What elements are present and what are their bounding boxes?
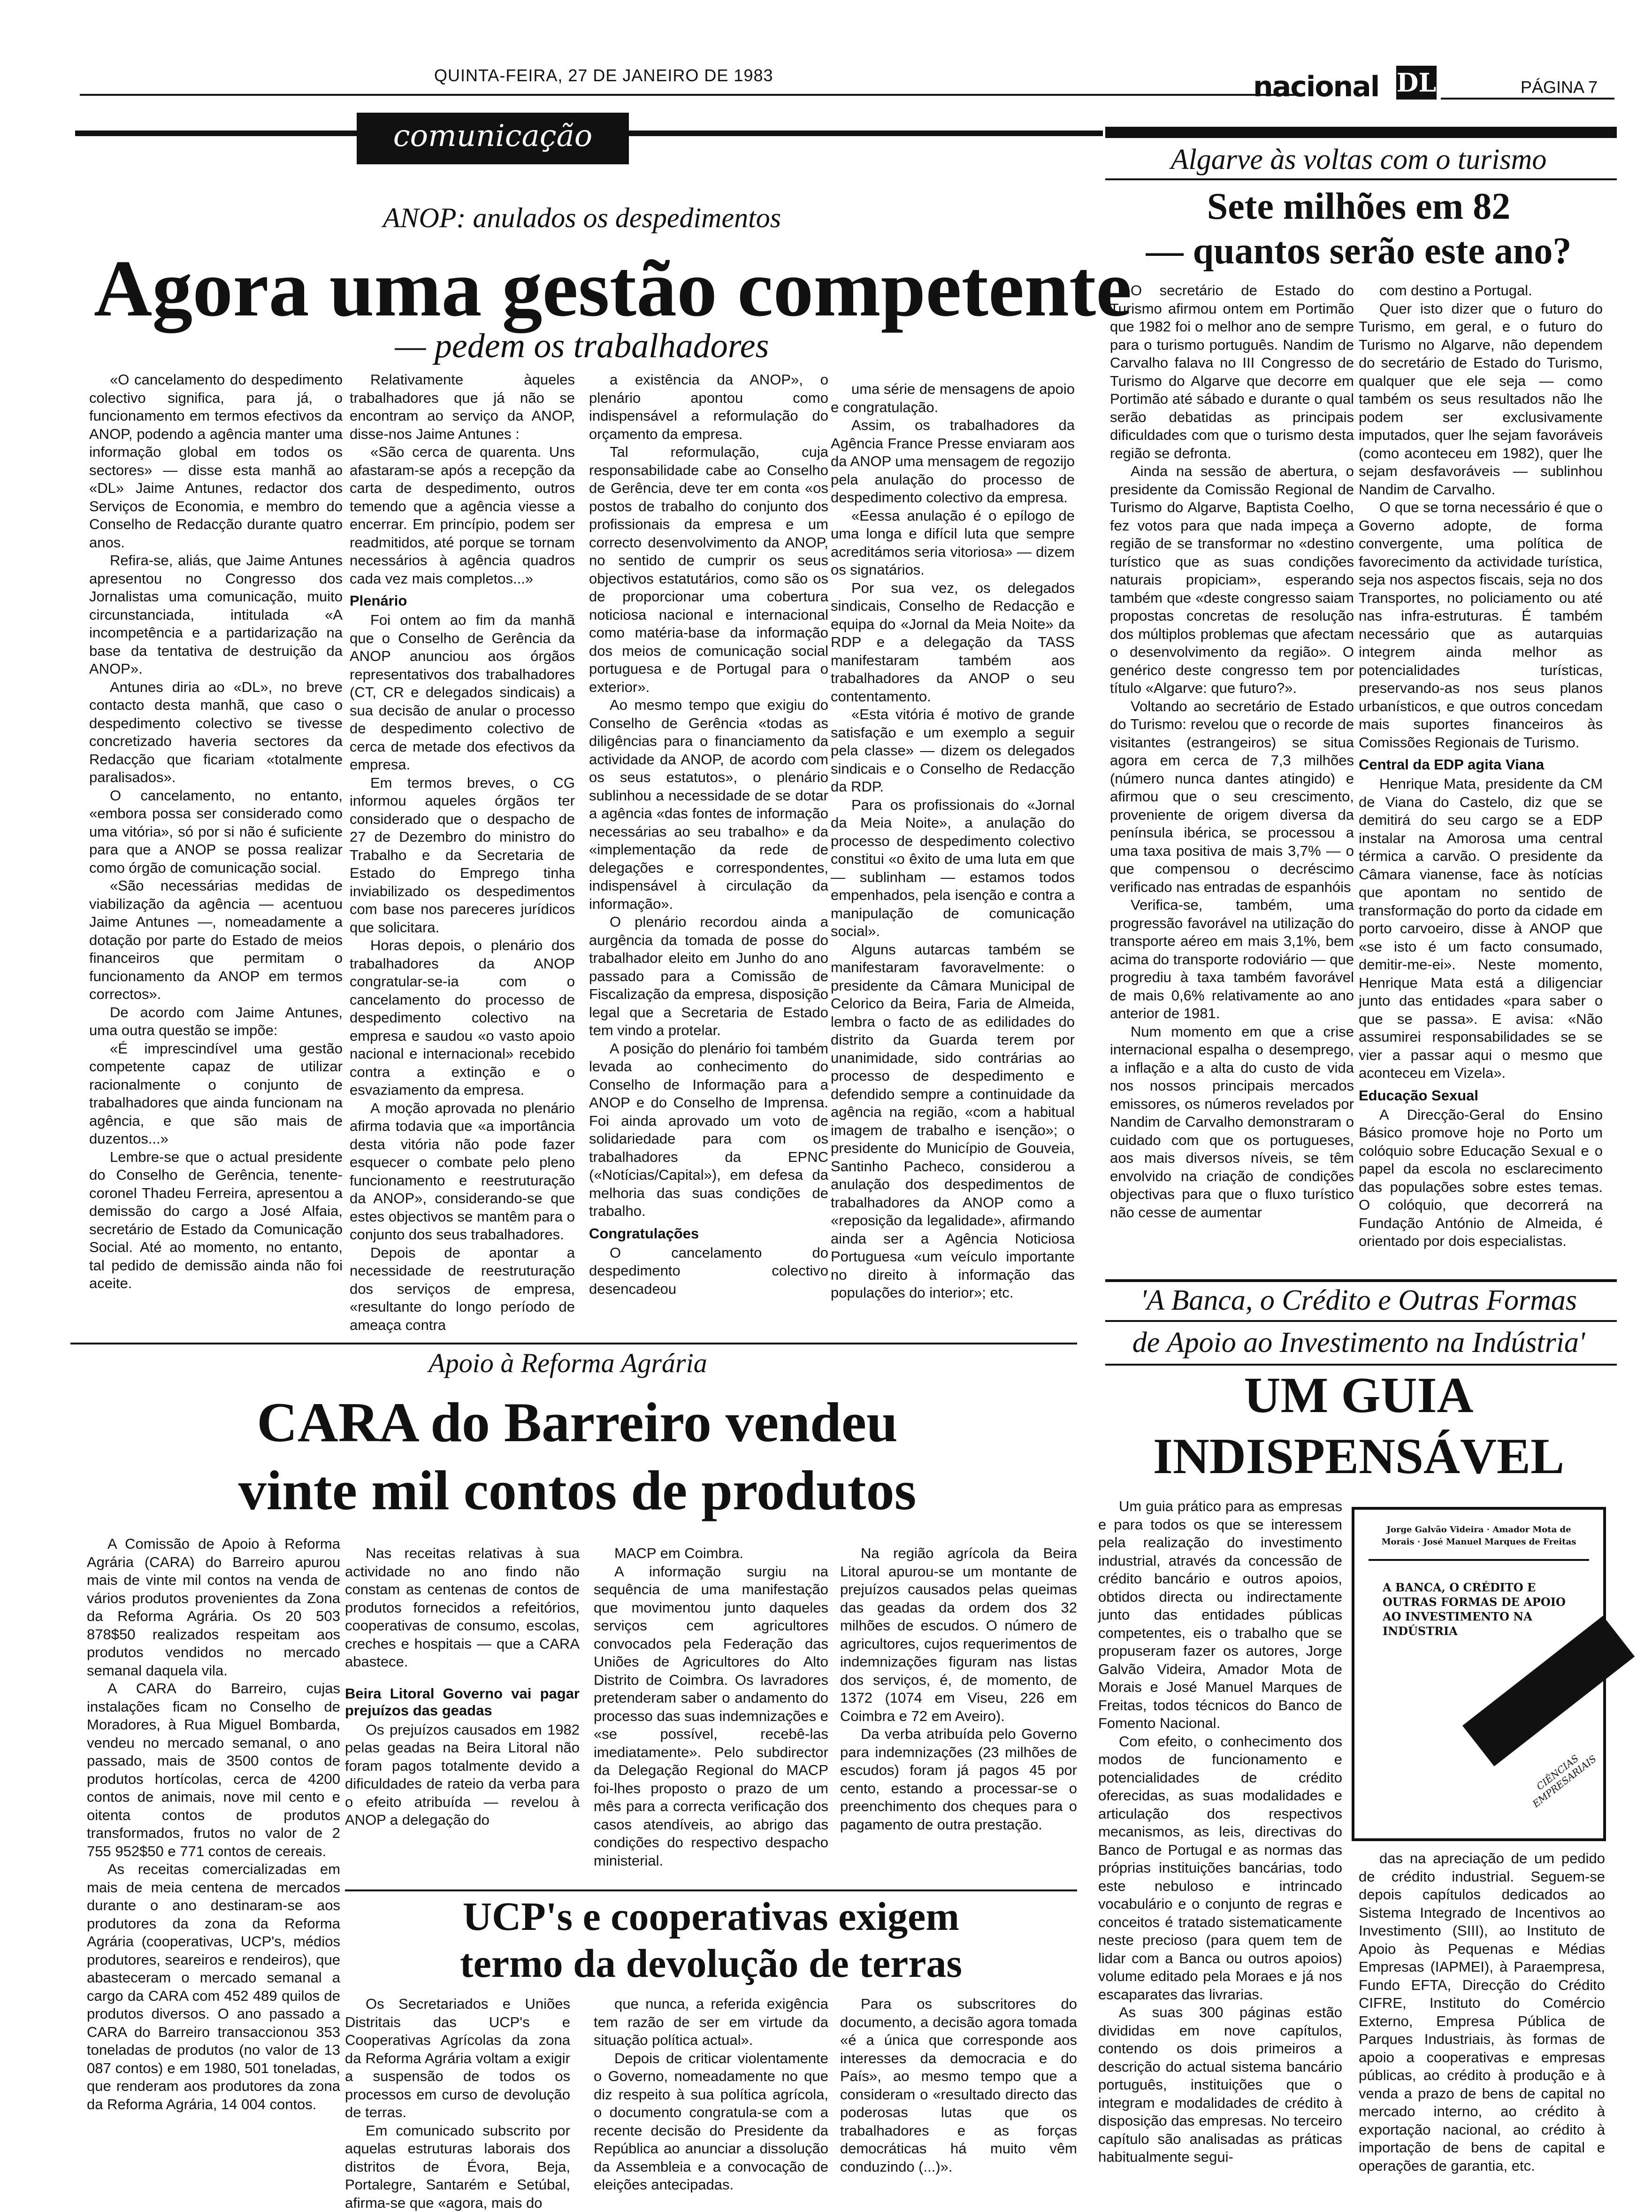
banca-kicker-rule-2 bbox=[1105, 1364, 1617, 1366]
algarve-column-1 bbox=[1110, 282, 1354, 1291]
paragraph: Os Secretariados e Uniões Distritais das UCP's e Cooperativas Agrícolas da zona da Reforma Agrária voltam a exigir a suspensão de todos os processos em curso de devolução de terras. bbox=[345, 1995, 570, 2122]
subhead-beira-litoral: Beira Litoral Governo vai pagar prejuízos das geadas bbox=[345, 1685, 580, 1719]
paragraph: A CARA do Barreiro, cujas instalações ficam no Conselho de Moradores, à Rua Miguel Bombarda, vendeu no mercado semanal, o ano passado, mais de 3500 contos de produtos hortícolas, cerca de 4200 contos de animais, nove mil cento e oitenta contos de produtos transformados, frutos no valor de 2 755 952$50 e 771 contos de cereais. bbox=[87, 1680, 340, 1860]
paragraph: O cancelamento do despedimento colectivo desencadeou bbox=[589, 1244, 828, 1298]
paragraph: Relativamente àqueles trabalhadores que já não se encontram ao serviço da ANOP, disse-nos Jaime Antunes : bbox=[350, 371, 575, 443]
paragraph: «Esta vitória é motivo de grande satisfação e um exemplo a seguir pela classe» — dizem os delegados sindicais e o Conselho de Redacção da RDP. bbox=[831, 706, 1075, 796]
banca-title-2: INDISPENSÁVEL bbox=[1098, 1427, 1619, 1486]
paragraph: Da verba atribuída pelo Governo para indemnizações (23 milhões de escudos) foram já pagos 45 por cento, estando a processar-se o preenchimento dos cheques para o pagamento de outra prestação. bbox=[840, 1725, 1077, 1834]
ucp-column-1 bbox=[345, 1995, 570, 2202]
banca-column-2 bbox=[1359, 1850, 1605, 2202]
paragraph: Alguns autarcas também se manifestaram favoravelmente: o presidente da Câmara Municipal de Celorico da Beira, Faria de Almeida, lembra o facto de as edilidades do distrito da Guarda terem por unanimidade, sido contrárias ao processo de despedimento e defendido sempre a continuidade da agência na região, «com a habitual imagem de trabalho e isenção»; o presidente do Município de Gouveia, Santinho Pacheco, considerou a anulação dos despedimentos de trabalhadores da ANOP como a «reposição da legalidade», afirmando ainda ser a Agência Noticiosa Portuguesa «um veículo importante no direito à informação das populações do interior»; etc. bbox=[831, 941, 1075, 1302]
paragraph: A posição do plenário foi também levada ao conhecimento do Conselho de Informação para a ANOP e do Conselho de Imprensa. Foi ainda aprovado um voto de solidariedade para com os trabalhadores da EPNC («Notícias/Capital»), em defesa da melhoria das suas condições de trabalho. bbox=[589, 1040, 828, 1221]
section-rule-left bbox=[75, 131, 357, 136]
paragraph: das na apreciação de um pedido de crédito industrial. Seguem-se depois capítulos dedicados ao Sistema Integrado de Incentivos ao Investimento (SIII), ao Instituto de Apoio às Pequenas e Médias Empresas (IAPMEI), à Paraempresa, Fundo EFTA, Direcção do Crédito CIFRE, Instituto do Comércio Externo, Empresa Pública de Parques Industriais, às formas de apoio a cooperativas e empresas públicas, ao crédito à produção e à venda a prazo de bens de capital no mercado interno, ao crédito à exportação nacional, ao crédito à importação de bens de capital e operações de garantia, etc. bbox=[1359, 1850, 1605, 2175]
paragraph: uma série de mensagens de apoio e congratulação. bbox=[831, 380, 1075, 416]
paragraph: O que se torna necessário é que o Governo adopte, de forma convergente, uma política de favorecimento da actividade turística, seja nos aspectos fiscais, seja no dos Transportes, no policiamento ou até nas infra-estruturas. É também necessário que as autarquias integrem ainda melhor as potencialidades turísticas, preservando-as nos seus planos urbanísticos, e que outros concedam mais suportes financeiros às Comissões Regionais de Turismo. bbox=[1359, 499, 1603, 752]
paragraph: Para os profissionais do «Jornal da Meia Noite», a anulação do processo de despedimento colectivo constitui «o êxito de uma luta em que — sublinham — estamos todos empenhados, pela isenção e contra a manipulação de comunicação social». bbox=[831, 796, 1075, 941]
cara-top-rule bbox=[70, 1343, 1077, 1344]
paragraph: Antunes diria ao «DL», no breve contacto desta manhã, que caso o despedimento colectivo se tivesse concretizado haveria sectores da Redacção que ficariam «totalmente paralisados». bbox=[89, 678, 343, 787]
subhead-edp: Central da EDP agita Viana bbox=[1359, 756, 1603, 773]
book-corner-band bbox=[1462, 1616, 1635, 1767]
paragraph: com destino a Portugal. bbox=[1359, 282, 1603, 300]
paragraph: «Eessa anulação é o epílogo de uma longa e difícil luta que sempre acreditámos seria vitoriosa» — dizem os signatários. bbox=[831, 507, 1075, 579]
banca-column-1 bbox=[1098, 1498, 1342, 2202]
subhead-educacao: Educação Sexual bbox=[1359, 1087, 1603, 1104]
ucp-title-2: termo da devolução de terras bbox=[345, 1939, 1077, 1988]
section-rule-right bbox=[629, 131, 1103, 136]
masthead-rule bbox=[80, 94, 1295, 96]
section-banner: comunicação social bbox=[357, 113, 629, 164]
paragraph: As receitas comercializadas em mais de meia centena de mercados durante o ano destinaram-se aos produtores da zona da Reforma Agrária (cooperativas, UCP's, médios produtores, seareiros e rendeiros), que abasteceram o mercado semanal a cargo da CARA com 452 489 quilos de produtos diversos. O ano passado a CARA do Barreiro transaccionou 353 toneladas de produtos (no valor de 13 087 contos) e em 1980, 501 toneladas, que renderam aos produtores da zona da Reforma Agrária, 14 004 contos. bbox=[87, 1860, 340, 2113]
paragraph: «É imprescindível uma gestão competente capaz de utilizar racionalmente o conjunto de trabalhadores que ainda funcionam na agência, e que são mais de duzentos...» bbox=[89, 1040, 343, 1148]
paragraph: que nunca, a referida exigência tem razão de ser em virtude da situação política actual». bbox=[594, 1995, 828, 2050]
ucp-column-3 bbox=[840, 1995, 1077, 2202]
paragraph: Verifica-se, também, uma progressão favorável na utilização do transporte aéreo em mais 3,1%, bem acima do transporte rodoviário — que progrediu à taxa também favorável de mais 0,6% relativamente ao ano anterior de 1981. bbox=[1110, 896, 1354, 1023]
masthead-date: QUINTA-FEIRA, 27 DE JANEIRO DE 1983 bbox=[434, 66, 773, 85]
ucp-title-1: UCP's e cooperativas exigem bbox=[345, 1892, 1077, 1941]
paragraph: O plenário recordou ainda a aurgência da tomada de posse do trabalhador eleito em Junho do ano passado para a Comissão de Fiscalização da empresa, disposição legal que a Secretaria de Estado tem vindo a protelar. bbox=[589, 913, 828, 1040]
cara-column-2 bbox=[345, 1544, 580, 1882]
algarve-banner: Algarve às voltas com o turismo bbox=[1098, 143, 1619, 177]
paragraph: Voltando ao secretário de Estado do Turismo: revelou que o recorde de visitantes (estrangeiros) se situa agora em cerca de 7,3 milhões (número nunca dantes atingido) e afirmou que o seu crescimento, proveniente de origem diversa da península ibérica, se processou a uma taxa positiva de mais 3,7% — o que compensou o decréscimo verificado nas entradas de espanhóis bbox=[1110, 698, 1354, 897]
paragraph: O cancelamento, no entanto, «embora possa ser considerado como uma vitória», só por si não é suficiente para que a ANOP se possa realizar como órgão de comunicação social. bbox=[89, 787, 343, 877]
paragraph: A Comissão de Apoio à Reforma Agrária (CARA) do Barreiro apurou mais de vinte mil contos na venda de vários produtos provenientes da Zona da Reforma Agrária. Os 20 503 878$50 realizados respeitam aos produtos vendidos no mercado semanal daquela vila. bbox=[87, 1535, 340, 1680]
page-number: PÁGINA 7 bbox=[1521, 77, 1598, 97]
paragraph: Lembre-se que o actual presidente do Conselho de Gerência, tenente-coronel Thadeu Ferreira, apresentou a demissão do cargo a José Alfaia, secretário de Estado da Comunicação Social. Até ao momento, no entanto, tal pedido de demissão ainda não foi aceite. bbox=[89, 1148, 343, 1293]
algarve-bottom-rule bbox=[1105, 1279, 1617, 1282]
algarve-title-1: Sete milhões em 82 bbox=[1098, 183, 1619, 230]
anop-subtitle: — pedem os trabalhadores bbox=[357, 326, 807, 366]
paragraph: «O cancelamento do despedimento colectivo significa, para já, o funcionamento em termos efectivos da ANOP, podendo a agência manter uma informação global em todos os sectores» — disse esta manhã ao «DL» Jaime Antunes, redactor dos Serviços de Economia, e membro do Conselho de Redacção durante quatro anos. bbox=[89, 371, 343, 552]
paragraph: Henrique Mata, presidente da CM de Viana do Castelo, diz que se demitirá do seu cargo se a EDP instalar na Amorosa uma central térmica a carvão. O presidente da Câmara vianense, face às notícias que apontam no sentido de transformação do porto da cidade em porto carvoeiro, disse à ANOP que «se isto é um facto consumado, demitir-me-ei». Neste momento, Henrique Mata está a diligenciar junto das entidades «para saber o que se passa». E avisa: «Não assumirei responsabilidades se se vier a passar aqui o mesmo que aconteceu em Vizela». bbox=[1359, 775, 1603, 1083]
paragraph: Em comunicado subscrito por aquelas estruturas laborais dos distritos de Évora, Beja, Portalegre, Santarém e Setúbal, afirma-se que «agora, mais do bbox=[345, 2122, 570, 2212]
paragraph: a existência da ANOP», o plenário apontou como indispensável a reformulação do orçamento da empresa. bbox=[589, 371, 828, 443]
anop-column-3 bbox=[589, 371, 828, 1319]
paragraph: Ao mesmo tempo que exigiu do Conselho de Gerência «todas as diligências para o financiamento da actividade da ANOP, de acordo com os seus estatutos», o plenário sublinhou a necessidade de se dotar a agência «das fontes de informação necessárias ao seu trabalho» e da «implementação da rede de delegações e correspondentes, indispensável à circulação da informação». bbox=[589, 696, 828, 913]
paragraph: Um guia prático para as empresas e para todos os que se interessem pela realização do investimento industrial, através da concessão de crédito bancário e outros apoios, obtidos directa ou indirectamente junto das entidades públicas competentes, eis o trabalho que se propuseram fazer os autores, Jorge Galvão Videira, Amador Mota de Morais e José Manuel Marques de Freitas, todos técnicos do Banco de Fomento Nacional. bbox=[1098, 1498, 1342, 1733]
subhead-plenario: Plenário bbox=[350, 592, 575, 609]
cara-kicker: Apoio à Reforma Agrária bbox=[366, 1347, 770, 1379]
paragraph: De acordo com Jaime Antunes, uma outra questão se impõe: bbox=[89, 1004, 343, 1040]
paragraph: Os prejuízos causados em 1982 pelas geadas na Beira Litoral não foram pagos totalmente devido a dificuldades de rateio da verba para o efeito atribuída — revelou à ANOP a delegação do bbox=[345, 1721, 580, 1829]
anop-column-2 bbox=[350, 371, 575, 1319]
dl-logo: DL bbox=[1396, 66, 1437, 100]
paragraph: Refira-se, aliás, que Jaime Antunes apresentou no Congresso dos Jornalistas uma comunicação, muito circunstanciada, intitulada «A incompetência e a partidarização na base da tentativa de destruição da ANOP». bbox=[89, 552, 343, 678]
paragraph: O secretário de Estado do Turismo afirmou ontem em Portimão que 1982 foi o melhor ano de sempre para o turismo português. Nandim de Carvalho falava no III Congresso de Turismo do Algarve que decorre em Portimão até sábado e durante o qual serão debatidas as principais dificuldades com que o turismo desta região se defronta. bbox=[1110, 282, 1354, 462]
anop-column-4 bbox=[831, 380, 1075, 1319]
cara-title-1: CARA do Barreiro vendeu bbox=[75, 1390, 1079, 1455]
anop-title: Agora uma gestão competente bbox=[94, 242, 1079, 336]
cara-column-3 bbox=[594, 1544, 828, 1882]
paragraph: MACP em Coimbra. bbox=[594, 1544, 828, 1563]
ucp-column-2 bbox=[594, 1995, 828, 2202]
algarve-title-2: — quantos serão este ano? bbox=[1098, 228, 1619, 275]
paragraph: Depois de criticar violentamente o Governo, nomeadamente no que diz respeito à sua política agrícola, o documento congratula-se com a recente decisão do Presidente da República ao anunciar a dissolução da Assembleia e a convocação de eleições antecipadas. bbox=[594, 2050, 828, 2194]
book-authors: Jorge Galvão Videira · Amador Mota de Morais · José Manuel Marques de Freitas bbox=[1373, 1524, 1584, 1548]
book-corner-label: CIÊNCIAS EMPRESARIAIS bbox=[1514, 1736, 1609, 1817]
paragraph: Nas receitas relativas à sua actividade no ano findo não constam as centenas de contos de produtos fornecidos a refeitórios, cooperativas de consumo, escolas, creches e hospitais — que a CARA abastece. bbox=[345, 1544, 580, 1671]
subhead-congratulacoes: Congratulações bbox=[589, 1225, 828, 1242]
paragraph: Em termos breves, o CG informou aqueles órgãos ter considerado que o despacho de 27 de Dezembro do ministro do Trabalho e da Secretaria de Estado do Emprego tinha inviabilizado os despedimentos com base nos pareceres jurídicos que solicitara. bbox=[350, 774, 575, 937]
paragraph: Na região agrícola da Beira Litoral apurou-se um montante de prejuízos causados pelas queimas das geadas da ordem dos 32 milhões de escudos. O número de agricultores, cujos requerimentos de indemnizações figuram nas listas dos serviços, é, de momento, de 1372 (1074 em Viseu, 226 em Coimbra e 72 em Aveiro). bbox=[840, 1544, 1077, 1725]
algarve-banner-rule bbox=[1105, 178, 1617, 180]
cara-title-2: vinte mil contos de produtos bbox=[75, 1458, 1079, 1523]
book-cover bbox=[1352, 1507, 1606, 1841]
ucp-top-rule bbox=[345, 1889, 1077, 1891]
paragraph: Ainda na sessão de abertura, o presidente da Comissão Regional de Turismo do Algarve, Baptista Coelho, fez votos para que nada impeça a região de se transformar no «destino turístico que as suas condições naturais propiciam», esperando também que «deste congresso saiam propostas concretas de resolução dos múltiplos problemas que afectam o desenvolvimento da região». O genérico deste congresso tem por título «Algarve: que futuro?». bbox=[1110, 462, 1354, 698]
algarve-top-rule bbox=[1105, 127, 1617, 138]
paragraph: Com efeito, o conhecimento dos modos de funcionamento e potencialidades de crédito oferecidas, as suas modalidades e articulação dos respectivos mecanismos, as leis, directivas do Banco de Portugal e as normas das próprias instituições bancárias, todo este nebuloso e intrincado vocabulário e o conjunto de regras e conceitos é tratado sistematicamente neste precioso (para quem tem de lidar com a Banca ou outros apoios) volume editado pela Moraes e já nos escaparates das livrarias. bbox=[1098, 1733, 1342, 2004]
paragraph: Horas depois, o plenário dos trabalhadores da ANOP congratular-se-ia com o cancelamento do processo de despedimento colectivo na empresa e saudou «o vasto apoio nacional e internacional» recebido contra a extinção e o esvaziamento da empresa. bbox=[350, 937, 575, 1099]
paragraph: As suas 300 páginas estão divididas em nove capítulos, contendo os dois primeiros a descrição do actual sistema bancário português, instituições que o integram e modalidades de crédito à disposição das empresas. No terceiro capítulo são analisadas as práticas habitualmente segui- bbox=[1098, 2004, 1342, 2166]
anop-kicker: ANOP: anulados os despedimentos bbox=[357, 202, 807, 234]
paragraph: A Direcção-Geral do Ensino Básico promove hoje no Porto um colóquio sobre Educação Sexual e o papel da escola no esclarecimento das populações sobre estes temas. O colóquio, que decorrerá na Fundação António de Almeida, é orientado por dois especialistas. bbox=[1359, 1106, 1603, 1251]
paragraph: Por sua vez, os delegados sindicais, Conselho de Redacção e equipa do «Jornal da Meia Noite» da RDP e a delegação da TASS manifestaram também aos trabalhadores da ANOP o seu contentamento. bbox=[831, 579, 1075, 706]
banca-kicker-2: de Apoio ao Investimento na Indústria' bbox=[1098, 1326, 1619, 1359]
paragraph: A moção aprovada no plenário afirma todavia que «a importância desta vitória não pode fazer esquecer o combate pelo pleno funcionamento e reestruturação da ANOP», considerando-se que estes objectivos se mantêm para o conjunto dos seus trabalhadores. bbox=[350, 1099, 575, 1244]
book-rule bbox=[1369, 1559, 1589, 1561]
paragraph: Quer isto dizer que o futuro do Turismo, em geral, e o futuro do Turismo no Algarve, não dependem do secretário de Estado do Turismo, qualquer que ele seja — como também os seus resultados não lhe podem ser exclusivamente imputados, quer lhe sejam favoráveis (como aconteceu em 1982), quer lhe sejam desfavoráveis — sublinhou Nandim de Carvalho. bbox=[1359, 300, 1603, 499]
paragraph: Num momento em que a crise internacional espalha o desemprego, a inflação e a alta do custo de vida nos nossos principais mercados emissores, os números revelados por Nandim de Carvalho demonstraram o cuidado com que os portugueses, aos mais diversos níveis, se têm envolvido na criação de condições objectivas para que o fluxo turístico não cesse de aumentar bbox=[1110, 1023, 1354, 1222]
banca-kicker-rule-1 bbox=[1105, 1320, 1617, 1322]
cara-column-4 bbox=[840, 1544, 1077, 1882]
paragraph: Tal reformulação, cuja responsabilidade cabe ao Conselho de Gerência, deve ter em conta «os postos de trabalho do conjunto dos profissionais da empresa e um correcto desenvolvimento da ANOP, no sentido de cumprir os seus objectivos estatutários, como são os de proporcionar uma cobertura noticiosa nacional e internacional como matéria-base da informação dos meios de comunicação social portuguesa e de Portugal para o exterior». bbox=[589, 443, 828, 696]
paragraph: A informação surgiu na sequência de uma manifestação que movimentou junto daqueles serviços cem agricultores convocados pela Federação das Uniões de Agricultores do Alto Distrito de Coimbra. Os lavradores pretenderam saber o andamento do processo das suas indemnizações e «se possível, recebê-las imediatamente». Pelo subdirector da Delegação Regional do MACP foi-lhes proposto o prazo de um mês para a correcta verificação dos casos atendíveis, ao abrigo das condições do respectivo despacho ministerial. bbox=[594, 1563, 828, 1870]
book-title: A BANCA, O CRÉDITO E OUTRAS FORMAS DE APOIO AO INVESTIMENTO NA INDÚSTRIA bbox=[1383, 1580, 1580, 1638]
paragraph: «São necessárias medidas de viabilização da agência — acentuou Jaime Antunes —, nomeadamente a dotação por parte do Estado de meios financeiros que permitam o funcionamento da ANOP em termos correctos». bbox=[89, 877, 343, 1004]
banca-kicker-1: 'A Banca, o Crédito e Outras Formas bbox=[1098, 1284, 1619, 1317]
banca-title-1: UM GUIA bbox=[1098, 1366, 1619, 1425]
anop-column-1 bbox=[89, 371, 343, 1305]
cara-column-1 bbox=[87, 1535, 340, 2202]
paragraph: Para os subscritores do documento, a decisão agora tomada «é a única que corresponde aos interesses da democracia e do País», ao mesmo tempo que a consideram o «resultado directo das poderosas lutas que os trabalhadores e as forças democráticas há muito vêm conduzindo (...)». bbox=[840, 1995, 1077, 2176]
paragraph: Depois de apontar a necessidade de reestruturação dos serviços de empresa, «resultante do longo período de ameaça contra bbox=[350, 1244, 575, 1335]
paragraph: Assim, os trabalhadores da Agência France Presse enviaram aos da ANOP uma mensagem de regozijo pela anulação do processo de despedimento colectivo da empresa. bbox=[831, 416, 1075, 507]
masthead-rule-right bbox=[1441, 98, 1614, 100]
algarve-column-2 bbox=[1359, 282, 1603, 1291]
masthead-section: nacional bbox=[1253, 70, 1379, 103]
paragraph: Foi ontem ao fim da manhã que o Conselho de Gerência da ANOP anunciou aos órgãos representativos dos trabalhadores (CT, CR e delegados sindicais) a sua decisão de anular o processo de despedimento colectivo de cerca de metade dos efectivos da empresa. bbox=[350, 611, 575, 774]
paragraph: «São cerca de quarenta. Uns afastaram-se após a recepção da carta de despedimento, outros temendo que a agência viesse a encerrar. Em princípio, podem ser readmitidos, até porque se tornam necessários à agência quadros cada vez mais completos...» bbox=[350, 443, 575, 588]
